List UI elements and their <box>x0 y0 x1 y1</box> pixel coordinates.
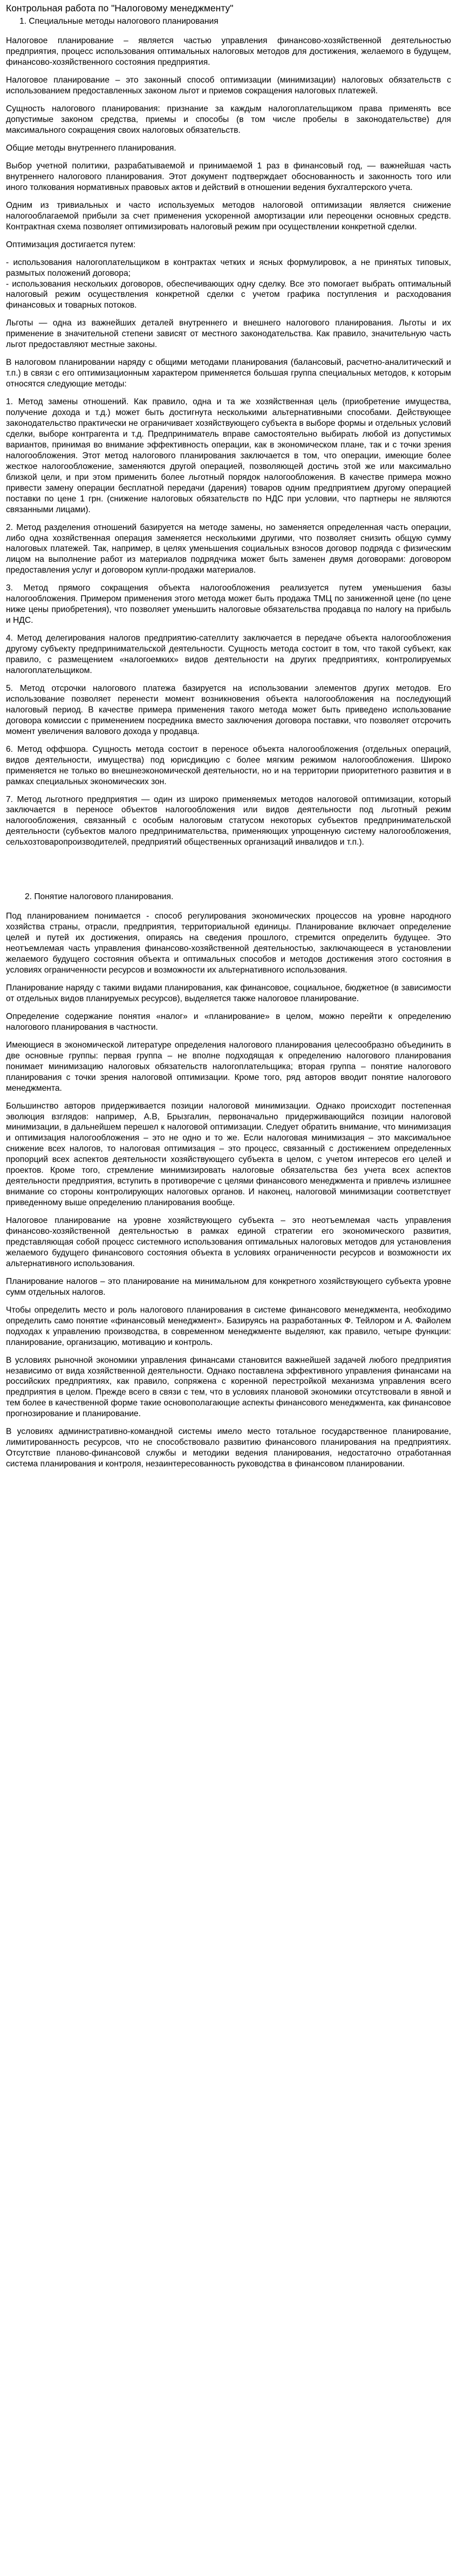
paragraph: Сущность налогового планирования: признание за каждым налогоплательщиком права применять все допустимые законом средства, приемы и способы (в том числе пробелы в законодательстве) для максимального сокращения своих налоговых обязательств. <box>6 104 451 135</box>
spacer <box>6 855 451 892</box>
paragraph: Имеющиеся в экономической литературе определения налогового планирования целесообразно объединить в две основные группы: первая группа – не вполне подходящая к определению налогового планирования понимает минимизацию налоговых обязательств налогоплательщика; вторая группа – понятие налогового планирования с точки зрения налоговой оптимизации. Кроме того, ряд авторов вводит понятие налогового менеджмента. <box>6 1040 451 1093</box>
paragraph: Под планированием понимается - способ регулирования экономических процессов на уровне народного хозяйства страны, отрасли, предприятия, территориальной единицы. Планирование включает определение целей и путей их достижения, опираясь на сведения прошлого, стремится определить будущее. Это неотъемлемая часть управления финансово-хозяйственной деятельностью, заключающееся в установлении желаемого будущего состояния объекта и оптимальных способов и методов достижения этого состояния в условиях ограниченности ресурсов и возможности их альтернативного использования. <box>6 912 451 975</box>
section-1-body <box>6 36 451 848</box>
paragraph: Выбор учетной политики, разрабатываемой и принимаемой 1 раз в финансовый год, — важнейшая часть внутреннего налогового планирования. Этот документ подтверждает обоснованность и законность того или иного толкования нормативных правовых актов и действий в отношении ведения бухгалтерского учета. <box>6 161 451 192</box>
method-paragraph: 5. Метод отсрочки налогового платежа базируется на использовании элементов других методов. Его использование позволяет перенести момент возникновения объекта налогообложения на последующий налоговый период. В качестве примера применения такого метода может быть приведено использование договора комиссии с применением посредника вместо заключения договора поставки, что позволяет отсрочить момент увеличения валового дохода у продавца. <box>6 683 451 736</box>
paragraph: Чтобы определить место и роль налогового планирования в системе финансового менеджмента, необходимо определить само понятие «финансовый менеджмент». Базируясь на разработанных Ф. Тейлором и А. Файолем подходах к управлению производства, в современном менеджменте выделяют, как правило, четыре функции: планирование, организацию, мотивацию и контроль. <box>6 1305 451 1347</box>
paragraph: Налоговое планирование – является частью управления финансово-хозяйственной деятельностью предприятия, процесс использования оптимальных налоговых методов для достижения, желаемого в будущем, финансово-хозяйственного состояния предприятия. <box>6 36 451 67</box>
method-paragraph: 1. Метод замены отношений. Как правило, одна и та же хозяйственная цель (приобретение имущества, получение дохода и т.д.) может быть достигнута несколькими альтернативными способами. Действующее законодательство практически не ограничивает хозяйствующего субъекта в выборе формы и отдельных условий сделки, выборе контрагента и т.д. Предприниматель вправе самостоятельно выбирать любой из допустимых вариантов, принимая во внимание эффективность операции, как в экономическом плане, так и с точки зрения налогообложения. Этот метод налогового планирования заключается в том, что операции, имеющие более жесткое налогообложение, заменяются другой операцией, позволяющей достичь этой же или максимально близкой цели, и при этом применить более льготный порядок налогообложения. В качестве примера можно привести замену операции бесплатной передачи (дарения) товаров одним предприятием другому операцией поставки по цене 1 грн. (снижение налоговых обязательств по НДС при условии, что партнеры не являются связанными лицами). <box>6 397 451 514</box>
method-paragraph: 3. Метод прямого сокращения объекта налогообложения реализуется путем уменьшения базы налогообложения. Примером применения этого метода может быть продажа ТМЦ по заниженной цене (по цене ниже цены приобретения), что позволяет уменьшить налоговые обязательства продавца по налогу на прибыль и НДС. <box>6 583 451 626</box>
paragraph: Планирование налогов – это планирование на минимальном для конкретного хозяйствующего субъекта уровне сумм отдельных налогов. <box>6 1276 451 1297</box>
document-title: Контрольная работа по "Налоговому менеджменту" <box>6 3 234 13</box>
paragraph: Большинство авторов придерживается позиции налоговой минимизации. Однако происходит постепенная эволюция взглядов: например, А.В, Брызгалин, первоначально придерживающийся позиции налоговой минимизации, в дальнейшем перешел к налоговой оптимизации. Следует обратить внимание, что минимизация и оптимизация налогообложения – это не одно и то же. Если налоговая минимизация – это максимальное снижение всех налогов, то налоговая оптимизация – это процесс, связанный с достижением определенных пропорций всех аспектов деятельности хозяйствующего субъекта в целом, с учетом интересов его целей и проектов. Кроме того, стремление минимизировать налоговые обязательства без учета всех аспектов деятельности предприятия, вступить в противоречие с целями финансового менеджмента и привлечь излишнее внимание со стороны контролирующих налоговых органов. И наконец, налоговой минимизации соответствует приведенному выше определению планирования вообще. <box>6 1101 451 1208</box>
paragraph: В условиях рыночной экономики управления финансами становится важнейшей задачей любого предприятия независимо от вида хозяйственной деятельности. Однако поставлена эффективного управления финансами на российских предприятиях, как правило, сопряжена с коренной перестройкой механизма управления всего предприятия в целом. Прежде всего в связи с тем, что в условиях плановой экономики отсутствовали в явной и тем более в качественной форме такие основополагающие аспекты финансового менеджмента, как финансовое прогнозирование и планирование. <box>6 1355 451 1419</box>
section-heading-2: 2. Понятие налогового планирования. <box>25 892 174 902</box>
method-paragraph: 4. Метод делегирования налогов предприятию-сателлиту заключается в передаче объекта налогообложения другому субъекту предпринимательской деятельности. Сущность метода состоит в том, что такой субъект, как правило, с размещением «налогоемких» видов деятельности на других предприятиях, контролируемых налогоплательщиком. <box>6 634 451 675</box>
paragraph: Определение содержание понятия «налог» и «планирование» в целом, можно перейти к определению налогового планирования в частности. <box>6 1011 451 1032</box>
subheading: Общие методы внутреннего планирования. <box>6 143 176 153</box>
paragraph: Одним из тривиальных и часто используемых методов налоговой оптимизации является снижение налогооблагаемой прибыли за счет применения ускоренной амортизации или переоценки основных средств. Контрактная схема позволяет оптимизировать налоговый режим при осуществлении конкретной сделки. <box>6 200 451 232</box>
paragraph: Налоговое планирование – это законный способ оптимизации (минимизации) налоговых обязательств с использованием предоставленных законом льгот и приемов сокращения налоговых платежей. <box>6 76 451 96</box>
paragraph: Оптимизация достигается путем: <box>6 240 136 249</box>
section-2-body <box>6 911 451 1470</box>
method-paragraph: 7. Метод льготного предприятия — один из широко применяемых методов налоговой оптимизации, который заключается в переносе объектов налогообложения или видов деятельности под льготный режим налогообложения, связанный с особым налоговым статусом некоторых субъектов предпринимательской деятельности (субъектов малого предпринимательства, применяющих упрощенную систему налогообложения, сельхозтоваропроизводителей, предприятий общественных организаций инвалидов и т.п.). <box>6 794 451 847</box>
paragraph: В условиях административно-командной системы имело место тотальное государственное планирование, лимитированность ресурсов, что не способствовало развитию финансового планирования на предприятиях. Отсутствие планово-финансовой службы и методики ведения планирования, недостаточно отработанная система планирования и контроля, незаинтересованность руководства в финансовом планировании. <box>6 1427 451 1469</box>
list-item: - использования налогоплательщиком в контрактах четких и ясных формулировок, а не принятых типовых, размытых положений договора; <box>6 257 451 278</box>
paragraph: Планирование наряду с такими видами планирования, как финансовое, социальное, бюджетное (в зависимости от отдельных видов планируемых ресурсов), выделяется также налоговое планирование. <box>6 983 451 1003</box>
paragraph: Налоговое планирование на уровне хозяйствующего субъекта – это неотъемлемая часть управления финансово-хозяйственной деятельностью в рамках единой стратегии его экономического развития, представляющая собой процесс системного использования оптимальных налоговых методов для установления желаемого будущего финансового состояния объекта в условиях ограниченности ресурсов и возможности их альтернативного использования. <box>6 1216 451 1268</box>
paragraph: В налоговом планировании наряду с общими методами планирования (балансовый, расчетно-аналитический и т.п.) в связи с его оптимизационным характером применяется большая группа специальных методов, к которым относятся следующие методы: <box>6 358 451 389</box>
paragraph: Льготы — одна из важнейших деталей внутреннего и внешнего налогового планирования. Льготы и их применение в значительной степени зависят от местного законодательства. Как правило, значительную часть льгот предоставляют местные законы. <box>6 318 451 350</box>
method-paragraph: 2. Метод разделения отношений базируется на методе замены, но заменяется определенная часть операции, либо одна хозяйственная операция заменяется несколькими другими, что позволяет снизить общую сумму налоговых платежей. Так, например, в целях уменьшения социальных взносов договор подряда с физическим лицом на выполнение работ из материалов подрядчика может быть заменен двумя договорами: договором предоставления услуг и договором купли-продажи материалов. <box>6 522 451 575</box>
method-paragraph: 6. Метод оффшора. Сущность метода состоит в переносе объекта налогообложения (отдельных операций, видов деятельности, имущества) под юрисдикцию с более мягким режимом налогообложения. Широко применяется не только во внешнеэкономической деятельности, но и на территории приоритетного развития и в рамках специальных экономических зон. <box>6 744 451 786</box>
section-heading-1: 1. Специальные методы налогового планирования <box>19 17 219 26</box>
list-item: - использования нескольких договоров, обеспечивающих одну сделку. Все это помогает выбрать оптимальный налоговый режим осуществления конкретной сделки с учетом графика поступления и расходования финансовых и товарных потоков. <box>6 279 451 310</box>
